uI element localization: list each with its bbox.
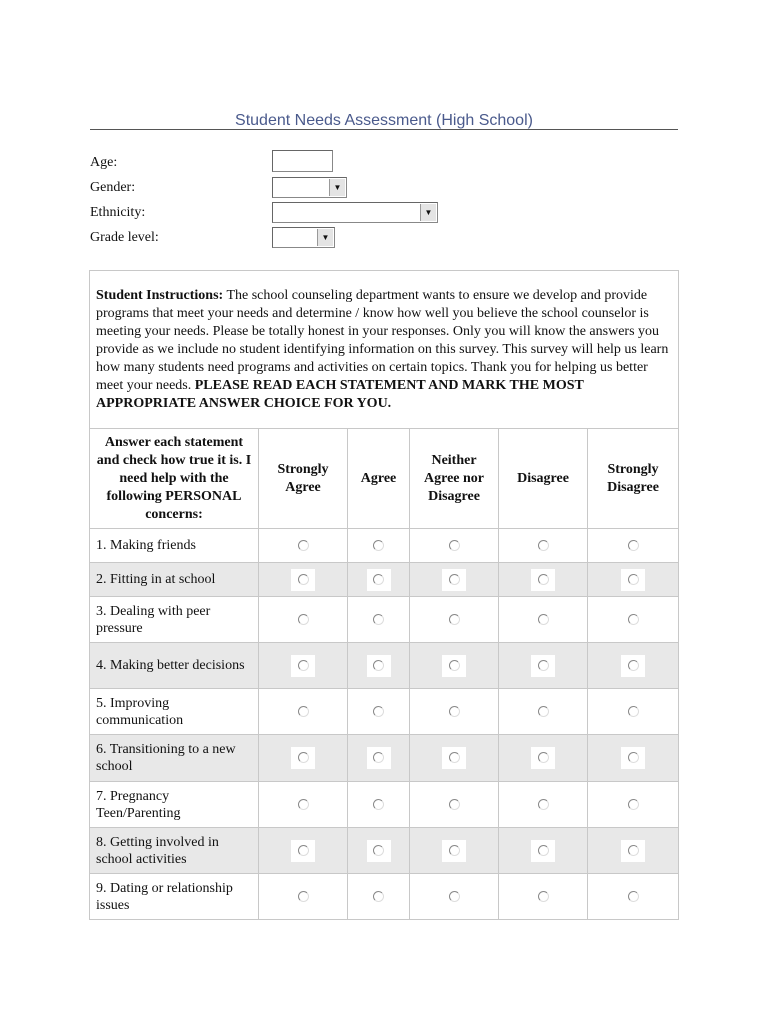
answer-cell <box>499 828 588 874</box>
answer-cell <box>410 874 499 920</box>
answer-radio[interactable] <box>449 891 460 902</box>
answer-cell <box>410 563 499 597</box>
answer-cell <box>410 597 499 643</box>
answer-cell <box>259 874 348 920</box>
answer-cell <box>348 597 410 643</box>
table-row <box>90 735 679 782</box>
chevron-down-icon: ▼ <box>420 204 436 221</box>
chevron-down-icon: ▼ <box>317 229 333 246</box>
answer-radio[interactable] <box>449 540 460 551</box>
answer-cell <box>499 643 588 689</box>
answer-radio[interactable] <box>449 752 460 763</box>
table-row <box>90 563 679 597</box>
answer-radio[interactable] <box>298 845 309 856</box>
statement-label: 4. Making better decisions <box>90 643 259 689</box>
statement-label: 8. Getting involved in school activities <box>90 828 259 874</box>
answer-radio[interactable] <box>628 614 639 625</box>
statement-label: 3. Dealing with peer pressure <box>90 597 259 643</box>
answer-cell <box>588 689 679 735</box>
answer-radio[interactable] <box>449 799 460 810</box>
answer-cell <box>410 643 499 689</box>
column-header: Agree <box>348 429 410 529</box>
table-row <box>90 874 679 920</box>
answer-radio[interactable] <box>373 614 384 625</box>
answer-radio[interactable] <box>373 845 384 856</box>
answer-radio[interactable] <box>449 706 460 717</box>
table-row <box>90 643 679 689</box>
table-row <box>90 529 679 563</box>
answer-cell <box>348 529 410 563</box>
answer-cell <box>348 643 410 689</box>
answer-cell <box>348 735 410 782</box>
answer-radio[interactable] <box>628 845 639 856</box>
answer-radio[interactable] <box>538 614 549 625</box>
statement-label: 5. Improving communication <box>90 689 259 735</box>
age-input[interactable] <box>272 150 333 172</box>
answer-radio[interactable] <box>298 799 309 810</box>
answer-cell <box>410 689 499 735</box>
column-header: Strongly Disagree <box>588 429 679 529</box>
answer-radio[interactable] <box>628 706 639 717</box>
answer-cell <box>588 597 679 643</box>
survey-table <box>89 270 679 920</box>
answer-cell <box>348 689 410 735</box>
grade-level-select[interactable] <box>272 227 335 248</box>
answer-radio[interactable] <box>373 660 384 671</box>
answer-radio[interactable] <box>373 574 384 585</box>
column-header: Neither Agree nor Disagree <box>410 429 499 529</box>
answer-cell <box>588 643 679 689</box>
answer-radio[interactable] <box>538 660 549 671</box>
answer-radio[interactable] <box>373 891 384 902</box>
answer-radio[interactable] <box>373 706 384 717</box>
answer-radio[interactable] <box>449 574 460 585</box>
column-header: Strongly Agree <box>259 429 348 529</box>
grade-level-label: Grade level: <box>90 230 159 245</box>
answer-cell <box>410 782 499 828</box>
table-row <box>90 782 679 828</box>
answer-radio[interactable] <box>298 660 309 671</box>
answer-radio[interactable] <box>298 891 309 902</box>
answer-cell <box>588 828 679 874</box>
answer-cell <box>348 563 410 597</box>
answer-radio[interactable] <box>449 660 460 671</box>
answer-radio[interactable] <box>298 752 309 763</box>
answer-radio[interactable] <box>628 799 639 810</box>
answer-radio[interactable] <box>628 574 639 585</box>
answer-cell <box>410 828 499 874</box>
answer-radio[interactable] <box>538 540 549 551</box>
answer-cell <box>348 782 410 828</box>
statement-label: 2. Fitting in at school <box>90 563 259 597</box>
answer-radio[interactable] <box>373 540 384 551</box>
answer-cell <box>588 529 679 563</box>
answer-cell <box>259 597 348 643</box>
answer-cell <box>499 874 588 920</box>
answer-cell <box>499 782 588 828</box>
instructions-text: The school counseling department wants to ensure we develop and provide programs that meet your needs and determine / know how well you believe the school counselor is meeting your needs. Please be totally honest in your responses. Only you will know the answers you provide as we include no student identifying information on this survey. This survey will help us learn how many students need programs and activities on certain topics. Thank you for helping us better meet your needs. <box>96 287 669 393</box>
answer-radio[interactable] <box>628 660 639 671</box>
gender-label: Gender: <box>90 180 136 195</box>
answer-radio[interactable] <box>449 845 460 856</box>
answer-cell <box>410 735 499 782</box>
statement-header: Answer each statement and check how true it is. I need help with the following PERSONAL concerns: <box>90 429 259 529</box>
answer-radio[interactable] <box>449 614 460 625</box>
table-header-row <box>90 429 679 529</box>
table-row <box>90 689 679 735</box>
instructions-emphasis: PLEASE READ EACH STATEMENT AND MARK THE MOST APPROPRIATE ANSWER CHOICE FOR YOU. <box>96 377 584 411</box>
statement-label: 9. Dating or relationship issues <box>90 874 259 920</box>
statement-label: 6. Transitioning to a new school <box>90 735 259 782</box>
table-row <box>90 597 679 643</box>
answer-radio[interactable] <box>298 706 309 717</box>
title-divider <box>90 129 678 130</box>
instructions <box>90 271 679 429</box>
answer-cell <box>348 874 410 920</box>
answer-radio[interactable] <box>373 752 384 763</box>
statement-label: 7. Pregnancy Teen/Parenting <box>90 782 259 828</box>
answer-radio[interactable] <box>538 752 549 763</box>
answer-radio[interactable] <box>538 891 549 902</box>
answer-cell <box>588 874 679 920</box>
answer-cell <box>499 563 588 597</box>
answer-radio[interactable] <box>298 614 309 625</box>
answer-cell <box>499 529 588 563</box>
answer-cell <box>259 563 348 597</box>
answer-cell <box>348 828 410 874</box>
chevron-down-icon: ▼ <box>329 179 345 196</box>
table-row <box>90 828 679 874</box>
answer-radio[interactable] <box>538 845 549 856</box>
answer-radio[interactable] <box>538 706 549 717</box>
page-title: Student Needs Assessment (High School) <box>235 112 533 129</box>
answer-radio[interactable] <box>298 574 309 585</box>
answer-radio[interactable] <box>628 752 639 763</box>
answer-radio[interactable] <box>628 891 639 902</box>
instructions-label: Student Instructions: <box>96 287 224 303</box>
answer-cell <box>588 782 679 828</box>
ethnicity-select[interactable] <box>272 202 438 223</box>
answer-radio[interactable] <box>373 799 384 810</box>
answer-cell <box>259 782 348 828</box>
answer-radio[interactable] <box>538 574 549 585</box>
answer-cell <box>259 529 348 563</box>
answer-cell <box>259 689 348 735</box>
answer-radio[interactable] <box>628 540 639 551</box>
answer-radio[interactable] <box>298 540 309 551</box>
answer-cell <box>259 735 348 782</box>
statement-label: 1. Making friends <box>90 529 259 563</box>
gender-select[interactable] <box>272 177 347 198</box>
column-header: Disagree <box>499 429 588 529</box>
answer-cell <box>499 597 588 643</box>
answer-cell <box>499 735 588 782</box>
answer-radio[interactable] <box>538 799 549 810</box>
age-label: Age: <box>90 155 118 170</box>
answer-cell <box>588 563 679 597</box>
answer-cell <box>588 735 679 782</box>
ethnicity-label: Ethnicity: <box>90 205 146 220</box>
answer-cell <box>499 689 588 735</box>
answer-cell <box>259 643 348 689</box>
answer-cell <box>410 529 499 563</box>
answer-cell <box>259 828 348 874</box>
